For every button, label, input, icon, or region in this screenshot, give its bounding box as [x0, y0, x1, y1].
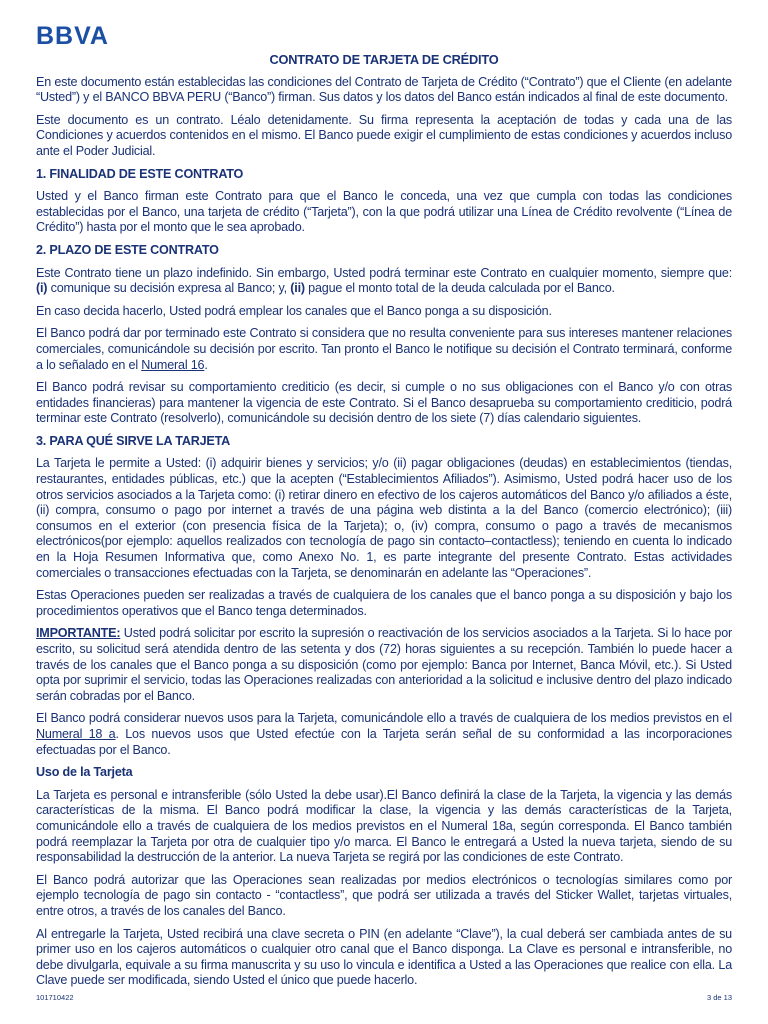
text-run: Usted podrá solicitar por escrito la supresión o reactivación de los servicios asociados a la Tarjeta. Si lo hace por escrito, su solicitud será atendida dentro de las setenta y dos (72) horas siguientes a su recepción. También lo puede hacer a través de los canales que el Banco ponga a su disposición (como por ejemplo: Banca por Internet, Banca Móvil, etc.). Si Usted opta por suprimir el servicio, todas las Operaciones realizadas con anterioridad a la solicitud e inclusive dentro del plazo indicado serán cobradas por el Banco.	[36, 626, 732, 703]
document-code: 101710422	[36, 993, 74, 1002]
text-run: Este Contrato tiene un plazo indefinido. Sin embargo, Usted podrá terminar este Contrato en cualquier momento, siempre que:	[36, 265, 732, 280]
section-3-paragraph-2: Estas Operaciones pueden ser realizadas a través de cualquiera de los canales que el banco ponga a su disposición y bajo los procedimientos operativos que el Banco tenga determinados.	[36, 588, 732, 618]
section-2-paragraph-2: En caso decida hacerlo, Usted podrá emplear los canales que el Banco ponga a su disposición.	[36, 303, 552, 318]
numeral-18a-link[interactable]: Numeral 18 a	[36, 726, 116, 741]
important-label: IMPORTANTE:	[36, 626, 121, 641]
numeral-16-link[interactable]: Numeral 16	[141, 357, 205, 372]
uso-tarjeta-subheading: Uso de la Tarjeta	[36, 765, 133, 780]
section-3-paragraph-3	[36, 626, 732, 704]
section-3-paragraph-5: La Tarjeta es personal e intransferible (sólo Usted la debe usar).El Banco definirá la clase de la Tarjeta, la vigencia y las demás características de la misma. El Banco podrá modificar la clase, la vigencia y las demás características de la Tarjeta, comunicándole ello a través de cualquiera de los medios previstos en el Numeral 18a, según corresponda. El Banco también podrá reemplazar la Tarjeta por otra de cualquier tipo y/o marca. El Banco le entregará a Usted la nueva tarjeta, siendo de su responsabilidad la destrucción de la anterior. La nueva Tarjeta se regirá por las condiciones de este Contrato.	[36, 787, 732, 865]
section-3-paragraph-4	[36, 711, 732, 758]
text-run: El Banco podrá dar por terminado este Contrato si considera que no resulta conveniente para sus intereses mantener relaciones comerciales, comunicándole su decisión por escrito. Tan pronto el Banco le notifique su decisión el Contrato terminará, conforme a lo señalado en el	[36, 326, 732, 372]
text-run: .	[204, 357, 208, 372]
text-run: El Banco podrá considerar nuevos usos para la Tarjeta, comunicándole ello a través de cualquiera de los medios previstos en el	[36, 711, 732, 726]
page-number: 3 de 13	[706, 993, 732, 1002]
text-run: pague el monto total de la deuda calculada por el Banco.	[304, 281, 615, 296]
intro-paragraph-2: Este documento es un contrato. Léalo detenidamente. Su firma representa la aceptación de todas y cada una de las Condiciones y acuerdos contenidos en el mismo. El Banco puede exigir el cumplimiento de estas condiciones y acuerdos incluso ante el Poder Judicial.	[36, 112, 732, 158]
section-3-paragraph-6: El Banco podrá autorizar que las Operaciones sean realizadas por medios electrónicos o tecnologías similares como por ejemplo tecnología de pago sin contacto - “contactless”, que podrá ser utilizada a través del Sticker Wallet, tarjetas virtuales, entre otros, a través de los canales del Banco.	[36, 872, 732, 918]
section-3-heading: 3. PARA QUÉ SIRVE LA TARJETA	[36, 433, 231, 448]
section-1-heading: 1. FINALIDAD DE ESTE CONTRATO	[36, 166, 244, 181]
contract-body	[36, 52, 732, 996]
intro-paragraph-1: En este documento están establecidas las condiciones del Contrato de Tarjeta de Crédito (“Contrato”) que el Cliente (en adelante “Usted”) y el BANCO BBVA PERU (“Banco”) firman. Sus datos y los datos del Banco están indicados al final de este documento.	[36, 74, 732, 105]
section-1-paragraph-1: Usted y el Banco firman este Contrato para que el Banco le conceda, una vez que cumpla con todas las condiciones establecidas por el Banco, una tarjeta de crédito (“Tarjeta”), con la que podrá utilizar una Línea de Crédito revolvente (“Línea de Crédito”) hasta por el monto que le sea aprobado.	[36, 189, 732, 235]
document-title: CONTRATO DE TARJETA DE CRÉDITO	[269, 52, 499, 67]
section-2-paragraph-4: El Banco podrá revisar su comportamiento crediticio (es decir, si cumple o no sus obligaciones con el Banco y/o con otras entidades financieras) para mantener la vigencia de este Contrato. Si el Banco desaprueba su comportamiento crediticio, podrá terminar este Contrato (resolverlo), comunicándole su decisión dentro de los siete (7) días calendario siguientes.	[36, 380, 732, 426]
section-2-heading: 2. PLAZO DE ESTE CONTRATO	[36, 242, 219, 257]
section-3-paragraph-7: Al entregarle la Tarjeta, Usted recibirá una clave secreta o PIN (en adelante “Clave”), la cual deberá ser cambiada antes de su primer uso en los cajeros automáticos o cualquier otro canal que el Banco disponga. La Clave es personal e intransferible, no debe divulgarla, equivale a su firma manuscrita y su uso lo vincula e identifica a Usted a las Operaciones que realice con ella. La Clave puede ser modificada, siendo Usted el único que puede hacerlo.	[36, 926, 732, 988]
item-marker-ii: (ii)	[290, 281, 305, 296]
text-run: . Los nuevos usos que Usted efectúe con la Tarjeta serán señal de su conformidad a las incorporaciones efectuadas por el Banco.	[36, 726, 733, 757]
section-2-paragraph-3	[36, 326, 732, 373]
text-run: comunique su decisión expresa al Banco; y,	[47, 281, 291, 296]
section-2-paragraph-1	[36, 266, 732, 297]
item-marker-i: (i)	[36, 281, 48, 296]
section-3-paragraph-1: La Tarjeta le permite a Usted: (i) adquirir bienes y servicios; y/o (ii) pagar obligaciones (deudas) en establecimientos (tiendas, restaurantes, entidades públicas, etc.) que la acepten (“Establecimientos Afiliados”). Asimismo, Usted podrá hacer uso de los otros servicios asociados a la Tarjeta como: (i) retirar dinero en efectivo de los cajeros automáticos del Banco y/o afiliados a éste, (ii) compra, consumo o pago por internet a través de una página web distinta a la del Banco (comercio electrónico); (iii) consumos en el exterior (con presencia física de la Tarjeta); o, (iv) compra, consumo o pago a través de mecanismos electrónicos(por ejemplo: aquellos realizados con tecnología de pago sin contacto–contactless); teniendo en cuenta lo indicado en la Hoja Resumen Informativa que, como Anexo No. 1, es parte integrante del presente Contrato. Estas actividades comerciales o transacciones efectuadas con la Tarjeta, se denominarán en adelante las “Operaciones”.	[36, 456, 732, 580]
bbva-logo: BBVA	[36, 22, 109, 50]
